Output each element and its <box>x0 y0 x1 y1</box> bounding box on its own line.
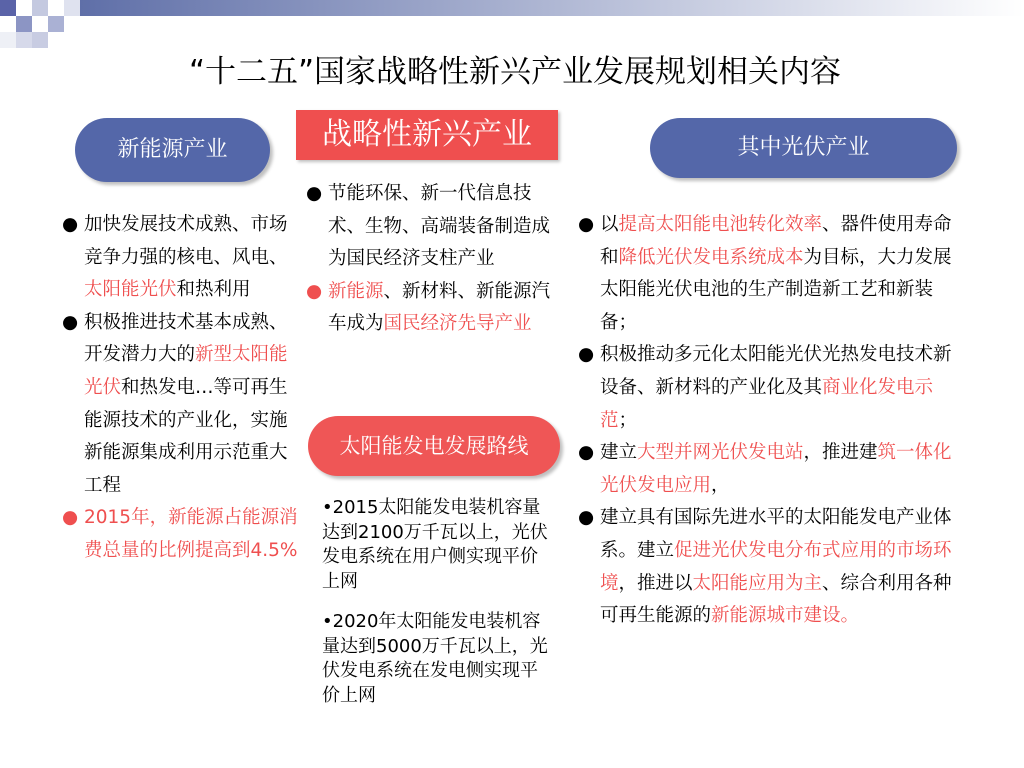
pv-industry-header <box>650 118 957 178</box>
bullet-icon: ● <box>62 311 79 333</box>
pv-header-prefix: 其中 <box>737 135 782 160</box>
list-item: •2020年太阳能发电装机容量达到5000万千瓦以上，光伏发电系统在发电侧实现平价上网 <box>322 611 548 706</box>
bullet-icon: ● <box>62 214 79 235</box>
list-item: ● 加快发展技术成熟、市场竞争力强的核电、风电、太阳能光伏和热利用 <box>62 209 302 307</box>
corner-decoration <box>0 0 1024 48</box>
list-item: ● 积极推进技术基本成熟、开发潜力大的新型太阳能光伏和热发电…等可再生能源技术的产业化，实施新能源集成利用示范重大工程 <box>62 307 302 503</box>
list-item: ● 新能源、新材料、新能源汽车成为国民经济先导产业 <box>306 276 556 341</box>
bullet-icon: ● <box>306 183 323 204</box>
list-item: ● 积极推动多元化太阳能光伏光热发电技术新设备、新材料的产业化及其商业化发电示范； <box>578 339 966 437</box>
bullet-icon: ● <box>578 442 595 464</box>
solar-route-list <box>322 496 554 724</box>
bullet-icon: ● <box>578 344 595 366</box>
list-item: ● 以提高太阳能电池转化效率、器件使用寿命和降低光伏发电系统成本为目标，大力发展太阳能光伏电池的生产制造新工艺和新装备； <box>578 209 966 339</box>
list-item: ● 2015年，新能源占能源消费总量的比例提高到4.5% <box>62 502 302 567</box>
list-item: ● 节能环保、新一代信息技术、生物、高端装备制造成为国民经济支柱产业 <box>306 178 556 276</box>
list-item: ● 建立大型并网光伏发电站，推进建筑一体化光伏发电应用， <box>578 437 966 502</box>
list-item: ● 建立具有国际先进水平的太阳能发电产业体系。建立促进光伏发电分布式应用的市场环境，推进以太阳能应用为主、综合利用各种可再生能源的新能源城市建设。 <box>578 502 966 632</box>
strategic-list <box>306 178 556 341</box>
bullet-icon: ● <box>578 214 595 235</box>
pv-list <box>578 209 966 633</box>
new-energy-header: 新能源产业 <box>75 118 270 182</box>
solar-route-header: 太阳能发电发展路线 <box>308 416 560 476</box>
bullet-icon: ● <box>306 280 323 302</box>
bullet-icon: ● <box>62 507 79 529</box>
strategic-industry-header: 战略性新兴产业 <box>296 110 558 160</box>
bullet-icon: ● <box>578 507 595 529</box>
page-title: “十二五”国家战略性新兴产业发展规划相关内容 <box>188 54 842 90</box>
new-energy-list <box>62 209 302 568</box>
pv-header-label: 光伏产业 <box>781 135 870 160</box>
list-item: •2015太阳能发电装机容量达到2100万千瓦以上，光伏发电系统在用户侧实现平价上网 <box>322 497 548 592</box>
